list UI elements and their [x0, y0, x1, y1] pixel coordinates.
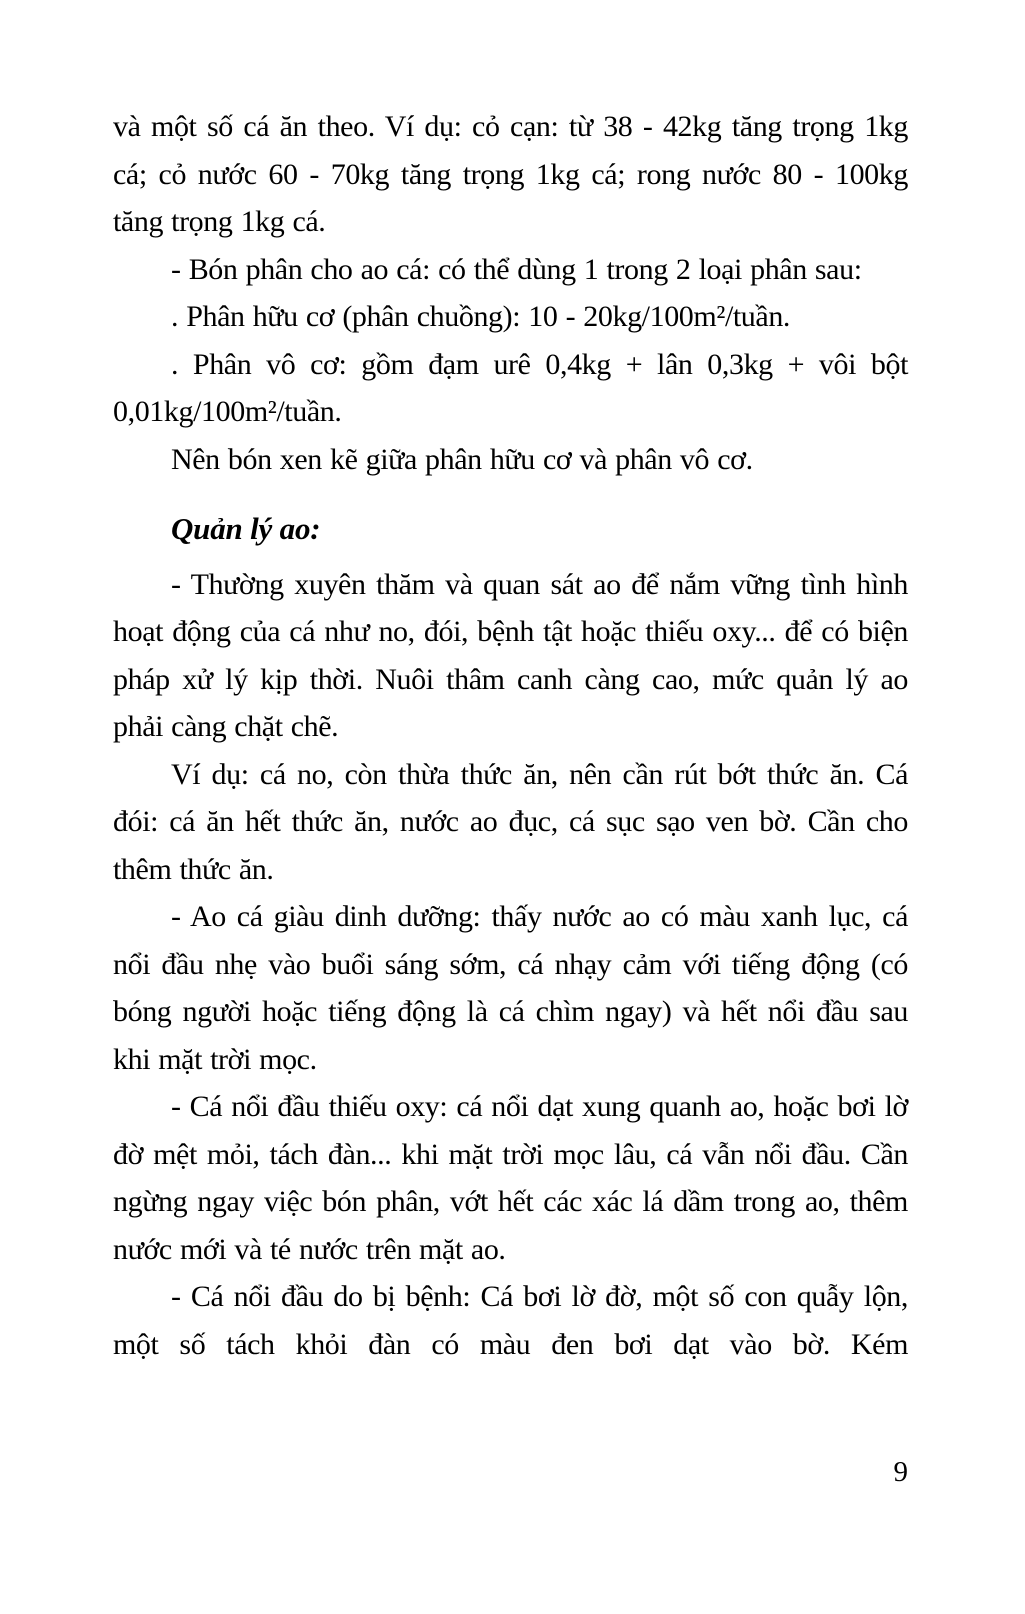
paragraph-fertilizer-intro: - Bón phân cho ao cá: có thể dùng 1 trong 2 loại phân sau: — [171, 252, 862, 286]
section-heading-pond-management: Quản lý ao: — [171, 511, 321, 546]
paragraph-rich-pond: - Ao cá giàu dinh dưỡng: thấy nước ao có màu xanh lục, cá nổi đầu nhẹ vào buổi sáng sớm, cá nhạy cảm với tiếng động (có bóng người hoặc tiếng động là cá chìm ngay) và hết nổi đầu sau khi mặt trời mọc. — [113, 900, 908, 1076]
paragraph-organic-fertilizer: . Phân hữu cơ (phân chuồng): 10 - 20kg/100m²/tuần. — [171, 300, 791, 333]
page-content — [113, 103, 908, 1368]
paragraph-oxygen-shortage: - Cá nổi đầu thiếu oxy: cá nổi dạt xung quanh ao, hoặc bơi lờ đờ mệt mỏi, tách đàn... khi mặt trời mọc lâu, cá vẫn nổi đầu. Cần ngừng ngay việc bón phân, vớt hết các xác lá dầm trong ao, thêm nước mới và té nước trên mặt ao. — [113, 1090, 908, 1266]
page-number: 9 — [893, 1456, 908, 1488]
paragraph-disease-signs: - Cá nổi đầu do bị bệnh: Cá bơi lờ đờ, một số con quẫy lộn, một số tách khỏi đàn có màu đen bơi dạt vào bờ. Kém — [113, 1280, 908, 1361]
paragraph-alternate-fertilizer: Nên bón xen kẽ giữa phân hữu cơ và phân vô cơ. — [171, 442, 753, 476]
paragraph-feeding-example: Ví dụ: cá no, còn thừa thức ăn, nên cần rút bớt thức ăn. Cá đói: cá ăn hết thức ăn, nước ao đục, cá sục sạo ven bờ. Cần cho thêm thức ăn. — [113, 757, 908, 886]
paragraph-feed-ratio: và một số cá ăn theo. Ví dụ: cỏ cạn: từ 38 - 42kg tăng trọng 1kg cá; cỏ nước 60 - 70kg tăng trọng 1kg cá; rong nước 80 - 100kg tăng trọng 1kg cá. — [113, 110, 908, 238]
paragraph-inorganic-fertilizer: . Phân vô cơ: gồm đạm urê 0,4kg + lân 0,3kg + vôi bột 0,01kg/100m²/tuần. — [113, 347, 908, 428]
paragraph-monitoring: - Thường xuyên thăm và quan sát ao để nắm vững tình hình hoạt động của cá như no, đói, bệnh tật hoặc thiếu oxy... để có biện pháp xử lý kịp thời. Nuôi thâm canh càng cao, mức quản lý ao phải càng chặt chẽ. — [113, 567, 908, 743]
